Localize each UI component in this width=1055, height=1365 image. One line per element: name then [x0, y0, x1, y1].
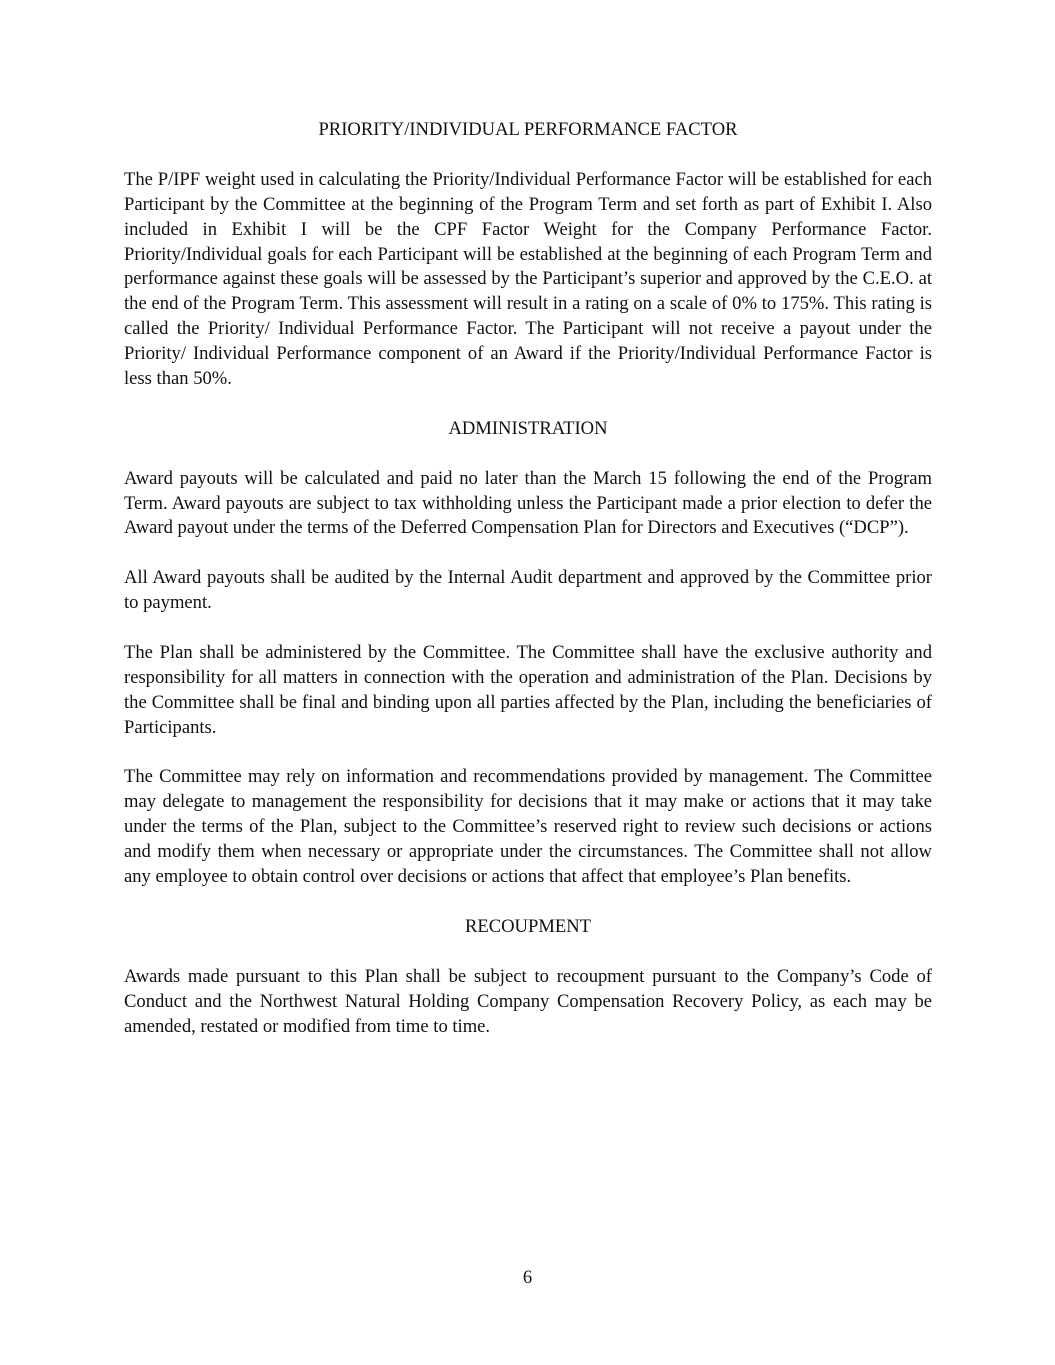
paragraph-audit: All Award payouts shall be audited by the Internal Audit department and approved by the Committee prior to payment.	[124, 567, 932, 614]
document-body	[124, 118, 932, 1064]
paragraph-committee-delegation: The Committee may rely on information and recommendations provided by management. The Committee may delegate to management the responsibility for decisions that it may make or actions that it may take under the terms of the Plan, subject to the Committee’s reserved right to review such decisions or actions and modify them when necessary or appropriate under the circumstances. The Committee shall not allow any employee to obtain control over decisions or actions that affect that employee’s Plan benefits.	[124, 766, 932, 888]
page-number: 6	[522, 1267, 533, 1288]
section-heading-priority-individual-performance-factor: PRIORITY/INDIVIDUAL PERFORMANCE FACTOR	[318, 119, 738, 140]
paragraph-recoupment: Awards made pursuant to this Plan shall be subject to recoupment pursuant to the Company’s Code of Conduct and the Northwest Natural Holding Company Compensation Recovery Policy, as each may be amended, restated or modified from time to time.	[124, 965, 932, 1037]
section-heading-administration: ADMINISTRATION	[448, 417, 608, 439]
paragraph-award-payouts: Award payouts will be calculated and paid no later than the March 15 following the end of the Program Term. Award payouts are subject to tax withholding unless the Participant made a prior election to defer the Award payout under the terms of the Deferred Compensation Plan for Directors and Executives (“DCP”).	[124, 467, 932, 539]
paragraph-plan-administration: The Plan shall be administered by the Committee. The Committee shall have the exclusive authority and responsibility for all matters in connection with the operation and administration of the Plan. Decisions by the Committee shall be final and binding upon all parties affected by the Plan, including the beneficiaries of Participants.	[124, 641, 932, 738]
section-heading-recoupment: RECOUPMENT	[464, 915, 592, 937]
paragraph-pipf-weight: The P/IPF weight used in calculating the Priority/Individual Performance Factor will be established for each Participant by the Committee at the beginning of the Program Term and set forth as part of Exhibit I. Also included in Exhibit I will be the CPF Factor Weight for the Company Performance Factor. Priority/Individual goals for each Participant will be established at the beginning of each Program Term and performance against these goals will be assessed by the Participant’s superior and approved by the C.E.O. at the end of the Program Term. This assessment will result in a rating on a scale of 0% to 175%. This rating is called the Priority/ Individual Performance Factor. The Participant will not receive a payout under the Priority/ Individual Performance component of an Award if the Priority/Individual Performance Factor is less than 50%.	[124, 168, 932, 390]
